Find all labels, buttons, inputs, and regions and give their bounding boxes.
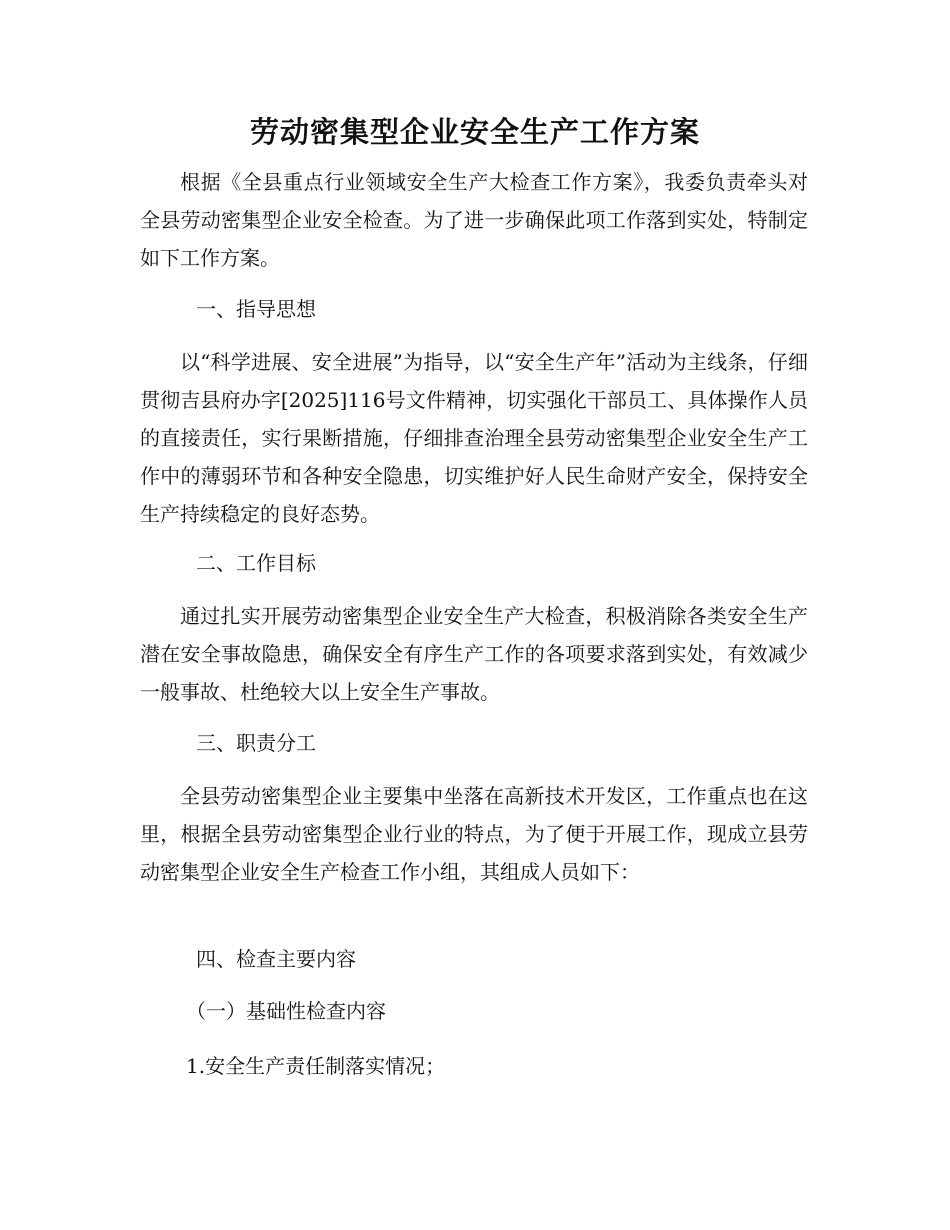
list-item: 1.安全生产责任制落实情况； bbox=[186, 1054, 446, 1078]
section-body-work-goals: 通过扎实开展劳动密集型企业安全生产大检查，积极消除各类安全生产潜在安全事故隐患，确保安全有序生产工作的各项要求落到实处，有效减少一般事故、杜绝较大以上安全生产事故。 bbox=[140, 604, 808, 704]
subsection-heading-basic-inspection: （一）基础性检查内容 bbox=[186, 999, 386, 1023]
section-heading-inspection-content: 四、检查主要内容 bbox=[196, 947, 356, 971]
section-heading-responsibilities: 三、职责分工 bbox=[196, 731, 316, 755]
section-heading-guiding-ideology: 一、指导思想 bbox=[196, 297, 316, 321]
intro-paragraph: 根据《全县重点行业领域安全生产大检查工作方案》，我委负责牵头对全县劳动密集型企业安全检查。为了进一步确保此项工作落到实处，特制定如下工作方案。 bbox=[140, 170, 808, 270]
section-body-guiding-ideology: 以“科学进展、安全进展”为指导，以“安全生产年”活动为主线条，仔细贯彻吉县府办字[2025]116号文件精神，切实强化干部员工、具体操作人员的直接责任，实行果断措施，仔细排查治理全县劳动密集型企业安全生产工作中的薄弱环节和各种安全隐患，切实维护好人民生命财产安全，保持安全生产持续稳定的良好态势。 bbox=[140, 350, 808, 526]
document-title: 劳动密集型企业安全生产工作方案 bbox=[249, 115, 700, 149]
section-heading-work-goals: 二、工作目标 bbox=[196, 551, 316, 575]
section-body-responsibilities: 全县劳动密集型企业主要集中坐落在高新技术开发区，工作重点也在这里，根据全县劳动密集型企业行业的特点，为了便于开展工作，现成立县劳动密集型企业安全生产检查工作小组，其组成人员如下： bbox=[140, 784, 808, 884]
